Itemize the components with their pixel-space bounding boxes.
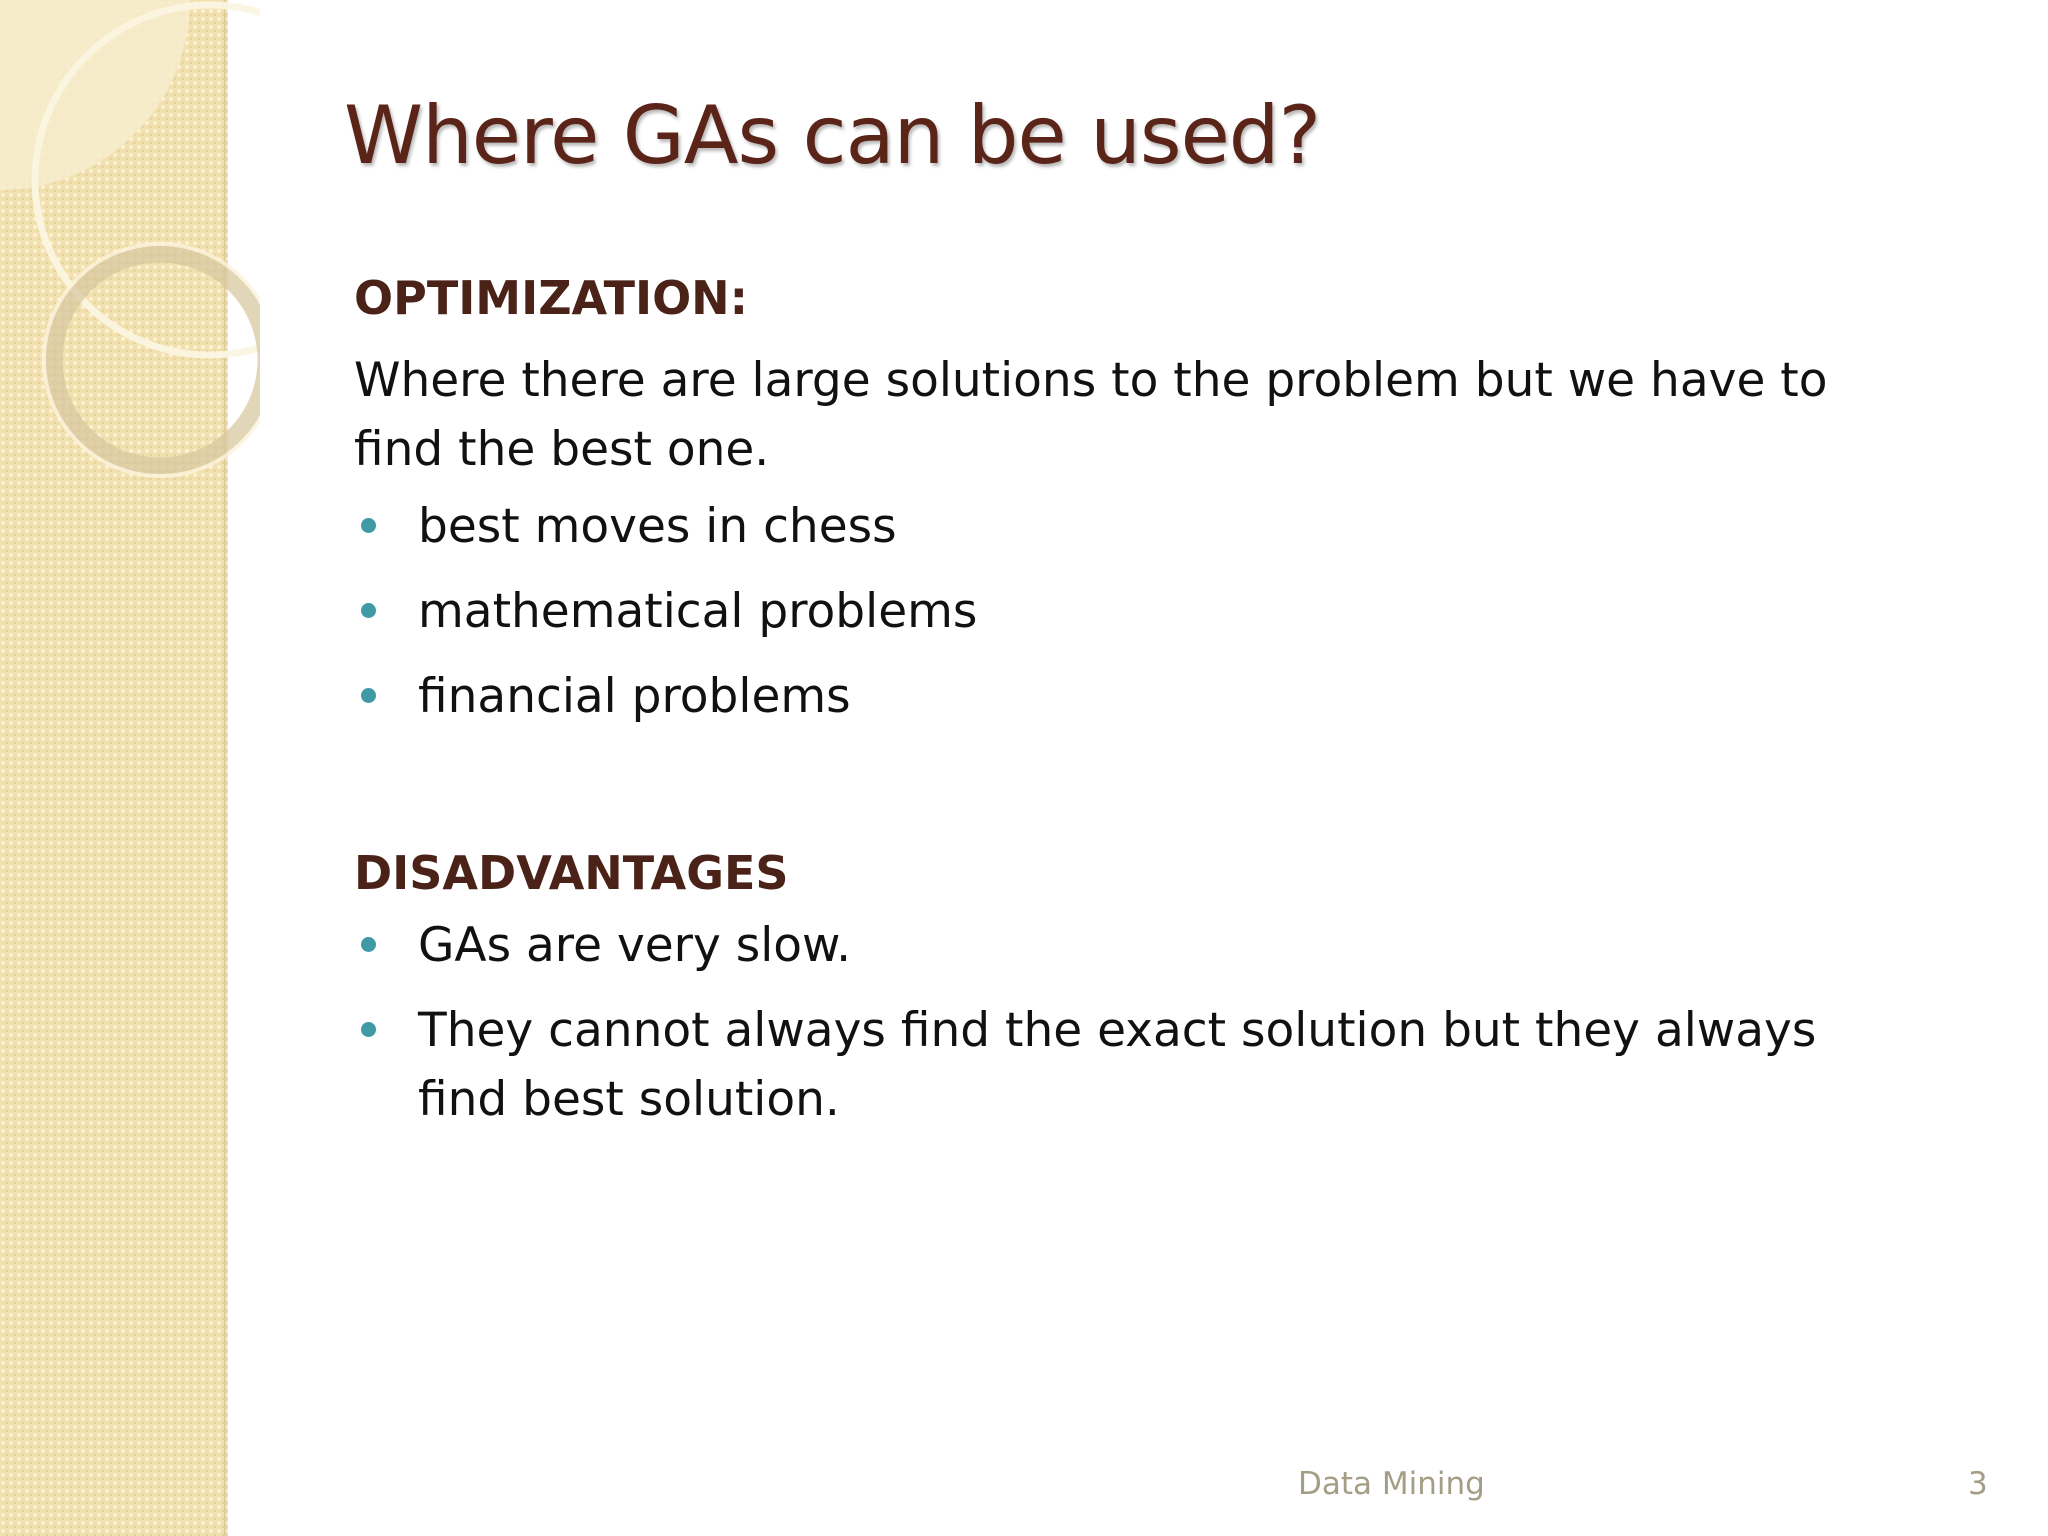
list-item-text: They cannot always find the exact solution but they always find best solution. (418, 1003, 1817, 1127)
list-item (354, 996, 1918, 1134)
slide-content (354, 268, 1964, 1150)
bullet-dot-icon (361, 937, 376, 952)
light-corner-quarter-disc (0, 0, 190, 190)
bullet-dot-icon (361, 603, 376, 618)
list-item (354, 911, 1918, 980)
bullet-dot-icon (361, 1022, 376, 1037)
list-item-text: best moves in chess (418, 499, 897, 554)
list-item (354, 577, 1918, 646)
bullet-dot-icon (361, 688, 376, 703)
list-item (354, 492, 1918, 561)
list-item-text: GAs are very slow. (418, 918, 852, 973)
section-heading-disadvantages: DISADVANTAGES (354, 846, 789, 900)
section-heading-optimization: OPTIMIZATION: (354, 271, 749, 325)
bullet-dot-icon (361, 518, 376, 533)
list-item-text: mathematical problems (418, 584, 978, 639)
optimization-paragraph: Where there are large solutions to the problem but we have to find the best one. (354, 353, 1828, 477)
optimization-bullet-list (354, 492, 1964, 731)
lower-thick-ring (54, 254, 260, 466)
slide-title: Where GAs can be used? (344, 89, 1321, 182)
list-item-text: financial problems (418, 669, 851, 724)
list-item (354, 662, 1918, 731)
footer-label: Data Mining (1298, 1466, 1485, 1502)
page-number: 3 (1968, 1466, 1988, 1502)
decorative-rings (0, 0, 260, 520)
disadvantages-bullet-list (354, 911, 1964, 1134)
